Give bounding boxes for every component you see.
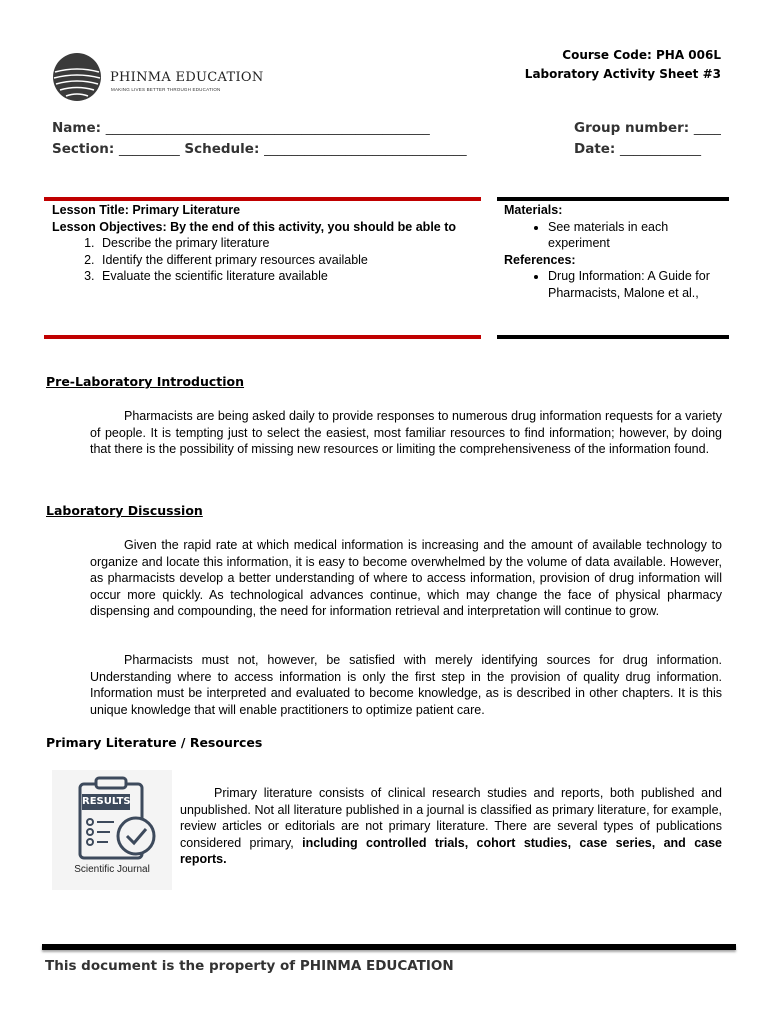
objective-item: 3. Evaluate the scientific literature available: [98, 268, 472, 285]
schedule-blank: ______________________________: [264, 141, 467, 157]
materials-list: [504, 219, 724, 252]
discussion-paragraph-1: [90, 537, 722, 620]
lesson-objectives-heading: Lesson Objectives: By the end of this activity, you should be able to: [52, 219, 457, 234]
section-label: Section:: [52, 141, 115, 157]
name-blank: ________________________________________________: [105, 120, 430, 136]
objectives-list: [52, 235, 472, 285]
primary-text: Primary literature consists of clinical research studies and reports, both published and unpublished. Not all literature published in a journal is classified as primary literature, for example, review articles or editorials are not primary literature. There are several types of publications considered primary,: [180, 786, 722, 850]
footer-bar: [42, 944, 736, 950]
date-blank: ____________: [620, 141, 702, 157]
section-field: [52, 141, 467, 157]
date-label: Date:: [574, 141, 616, 157]
primary-text-bold: including controlled trials, cohort studies, case series, and case reports.: [180, 835, 723, 866]
pre-lab-paragraph: [90, 408, 722, 458]
discussion-text-1: Given the rapid rate at which medical information is increasing and the amount of available technology to organize and locate this information, it is easy to become overwhelmed by the volume of data available. However, as pharmacists develop a better understanding of where to access information, provision of drug information will occur more quickly. As technological advances continue, which may change the face of physical pharmacy dispensing and compounding, the need for information retrieval and interpretation will continue to grow.: [90, 538, 722, 618]
reference-item: • Drug Information: A Guide for Pharmacists, Malone et al.,: [548, 268, 724, 301]
objective-item: 2. Identify the different primary resources available: [98, 252, 472, 269]
references-heading: References:: [504, 252, 576, 267]
date-field: [574, 141, 701, 157]
material-item: • See materials in each experiment: [548, 219, 724, 252]
pre-lab-heading: Pre-Laboratory Introduction: [46, 374, 245, 389]
group-number-blank: ____: [693, 120, 721, 136]
pre-lab-text: Pharmacists are being asked daily to provide responses to numerous drug information requests for a variety of people. It is tempting just to select the easiest, most familiar resources to find information; however, by doing that there is the possibility of missing new resources or limiting the comprehensiveness of the information found.: [90, 409, 722, 456]
materials-bottom-bar: [497, 335, 729, 339]
discussion-text-2: Pharmacists must not, however, be satisfied with merely identifying sources for drug information. Understanding where to access information is only the first step in the provision of quality drug information. Information must be interpreted and evaluated to become knowledge, as is described in other chapters. It is this unique knowledge that will enable practitioners to optimize patient care.: [90, 653, 722, 717]
primary-literature-paragraph: [180, 785, 722, 868]
course-code: Course Code: PHA 006L: [562, 48, 721, 62]
section-blank: _________: [118, 141, 180, 157]
logo-tagline: MAKING LIVES BETTER THROUGH EDUCATION: [111, 87, 221, 92]
group-number-field: [574, 120, 721, 136]
lesson-top-bar: [44, 197, 481, 201]
discussion-heading: Laboratory Discussion: [46, 503, 203, 518]
name-label: Name:: [52, 120, 102, 136]
results-label: RESULTS: [82, 796, 131, 807]
materials-heading: Materials:: [504, 203, 563, 217]
logo-name: PHINMA EDUCATION: [110, 70, 264, 85]
references-list: [504, 268, 724, 301]
materials-top-bar: [497, 197, 729, 201]
discussion-paragraph-2: [90, 652, 722, 718]
primary-literature-heading: Primary Literature / Resources: [46, 735, 263, 750]
group-number-label: Group number:: [574, 120, 690, 136]
objective-item: 1. Describe the primary literature: [98, 235, 472, 252]
lesson-bottom-bar: [44, 335, 481, 339]
footer-text: This document is the property of PHINMA EDUCATION: [45, 958, 454, 974]
activity-sheet-title: Laboratory Activity Sheet #3: [524, 67, 721, 81]
name-field: [52, 120, 430, 136]
schedule-label: Schedule:: [184, 141, 260, 157]
journal-caption: Scientific Journal: [74, 864, 150, 875]
lesson-title: Lesson Title: Primary Literature: [52, 203, 241, 217]
materials-box: [504, 202, 724, 301]
scientific-journal-illustration: [52, 770, 172, 890]
phinma-logo-icon: [52, 52, 102, 102]
lesson-box: [52, 202, 472, 285]
